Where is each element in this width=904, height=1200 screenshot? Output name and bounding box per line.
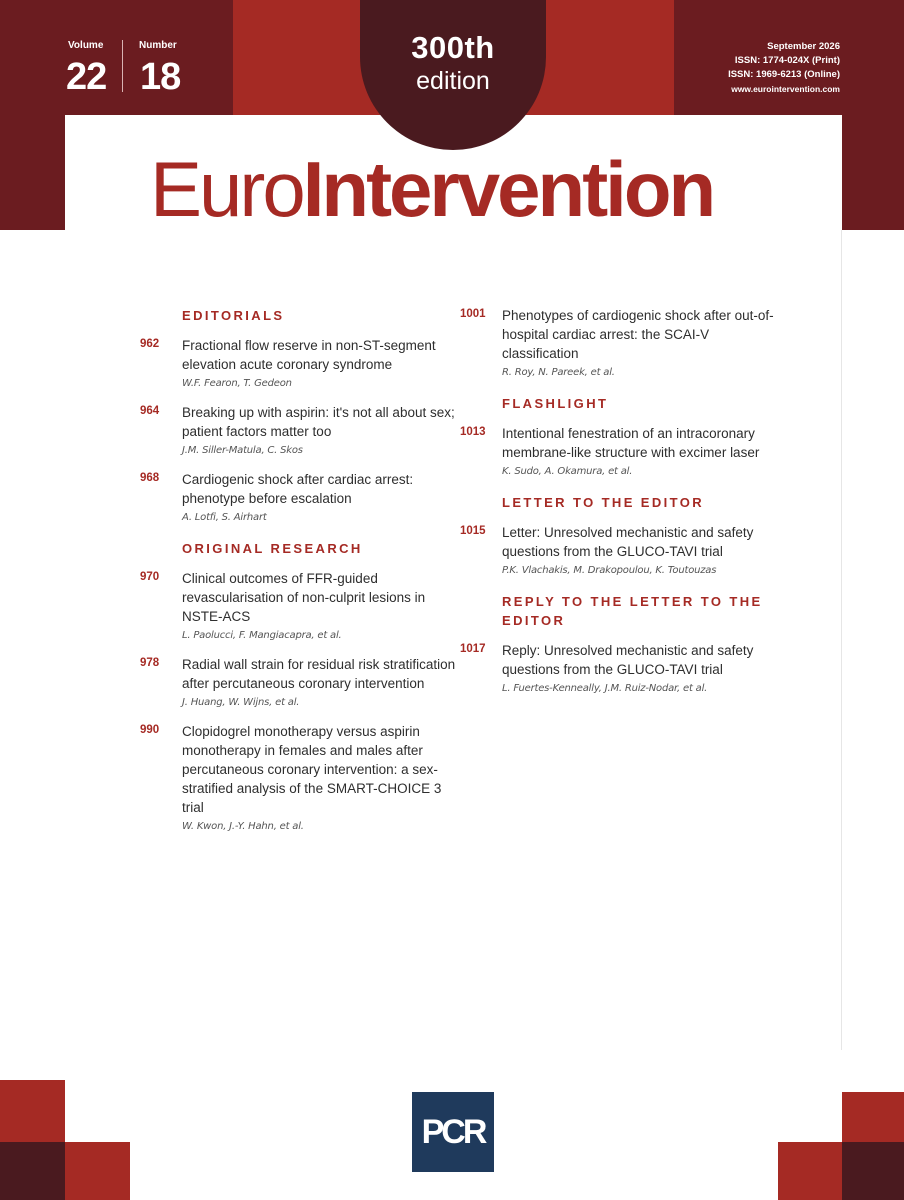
- toc-section-heading: EDITORIALS: [182, 308, 285, 323]
- toc-article-authors: R. Roy, N. Pareek, et al.: [502, 367, 615, 378]
- pcr-logo: PCR: [412, 1092, 494, 1172]
- toc-article-authors: K. Sudo, A. Okamura, et al.: [502, 466, 633, 477]
- toc-section-heading: LETTER TO THE EDITOR: [502, 495, 705, 510]
- issn-online: ISSN: 1969-6213 (Online): [728, 69, 840, 80]
- toc-entry: [140, 569, 460, 641]
- toc-page-number: 962: [140, 338, 160, 350]
- toc-section-heading: ORIGINAL RESEARCH: [182, 541, 363, 556]
- toc-article-authors: W. Kwon, J.-Y. Hahn, et al.: [182, 821, 304, 832]
- toc-entry: [140, 403, 460, 456]
- toc-page-number: 968: [140, 472, 160, 484]
- footer-block: [65, 1142, 130, 1200]
- journal-masthead: [150, 145, 714, 233]
- issn-print: ISSN: 1774-024X (Print): [734, 55, 840, 66]
- toc-article-authors: P.K. Vlachakis, M. Drakopoulou, K. Toutouzas: [502, 565, 717, 576]
- toc-section-heading: REPLY TO THE LETTER TO THE EDITOR: [502, 594, 763, 628]
- footer-block: [0, 1080, 65, 1142]
- toc-article-title: Phenotypes of cardiogenic shock after out-of-hospital cardiac arrest: the SCAI-V classification: [502, 308, 774, 361]
- toc-page-number: 978: [140, 657, 160, 669]
- toc-section-heading: FLASHLIGHT: [502, 396, 609, 411]
- toc-page-number: 964: [140, 405, 160, 417]
- toc-article-title: Radial wall strain for residual risk stratification after percutaneous coronary intervention: [182, 657, 456, 691]
- toc-page-number: 970: [140, 571, 160, 583]
- toc-entry: [460, 424, 780, 477]
- volume-value: 22: [66, 56, 107, 98]
- toc-article-title: Letter: Unresolved mechanistic and safety questions from the GLUCO-TAVI trial: [502, 525, 754, 559]
- toc-article-authors: L. Fuertes-Kenneally, J.M. Ruiz-Nodar, et al.: [502, 683, 708, 694]
- masthead-bold: Intervention: [302, 145, 714, 233]
- toc-article-title: Clinical outcomes of FFR-guided revascularisation of non-culprit lesions in NSTE-ACS: [182, 571, 426, 624]
- toc-entry: [140, 655, 460, 708]
- toc-entry: [460, 523, 780, 576]
- toc-entry: [140, 722, 460, 832]
- toc-article-authors: W.F. Fearon, T. Gedeon: [182, 378, 292, 389]
- toc-left-column: [140, 306, 460, 848]
- volume-label: Volume: [68, 40, 104, 51]
- edition-number: 300th: [411, 30, 495, 65]
- paper-edge-rule: [841, 230, 842, 1050]
- toc-article-title: Reply: Unresolved mechanistic and safety questions from the GLUCO-TAVI trial: [502, 643, 754, 677]
- issue-meta: [728, 40, 840, 96]
- journal-url: www.eurointervention.com: [731, 84, 840, 94]
- toc-article-title: Intentional fenestration of an intracoronary membrane-like structure with excimer laser: [502, 426, 760, 460]
- footer-block: [842, 1092, 904, 1142]
- toc-page-number: 1001: [460, 308, 486, 320]
- issue-date: September 2026: [767, 41, 840, 52]
- toc-entry: [140, 470, 460, 523]
- toc-entry: [140, 336, 460, 389]
- footer-block: [778, 1142, 842, 1200]
- edition-word: edition: [416, 67, 490, 95]
- toc-page-number: 1015: [460, 525, 486, 537]
- toc-article-title: Fractional flow reserve in non-ST-segment elevation acute coronary syndrome: [182, 338, 436, 372]
- toc-article-authors: L. Paolucci, F. Mangiacapra, et al.: [182, 630, 342, 641]
- toc-article-authors: J.M. Siller-Matula, C. Skos: [182, 445, 303, 456]
- toc-article-authors: J. Huang, W. Wijns, et al.: [182, 697, 300, 708]
- toc-page-number: 1017: [460, 643, 486, 655]
- toc-article-title: Breaking up with aspirin: it's not all about sex; patient factors matter too: [182, 405, 455, 439]
- number-value: 18: [140, 56, 181, 98]
- toc-page-number: 1013: [460, 426, 486, 438]
- toc-article-title: Clopidogrel monotherapy versus aspirin monotherapy in females and males after percutaneous coronary intervention: a sex-stratified analysis of the SMART-CHOICE 3 trial: [182, 724, 442, 815]
- toc-page-number: 990: [140, 724, 160, 736]
- toc-article-authors: A. Lotfi, S. Airhart: [182, 512, 267, 523]
- toc-right-column: [460, 306, 780, 710]
- volume-divider: [122, 40, 123, 92]
- number-label: Number: [139, 40, 177, 51]
- toc-article-title: Cardiogenic shock after cardiac arrest: phenotype before escalation: [182, 472, 414, 506]
- toc-entry: [460, 306, 780, 378]
- footer-block: [842, 1142, 904, 1200]
- footer-block: [0, 1142, 65, 1200]
- masthead-light: Euro: [150, 145, 303, 233]
- toc-entry: [460, 641, 780, 694]
